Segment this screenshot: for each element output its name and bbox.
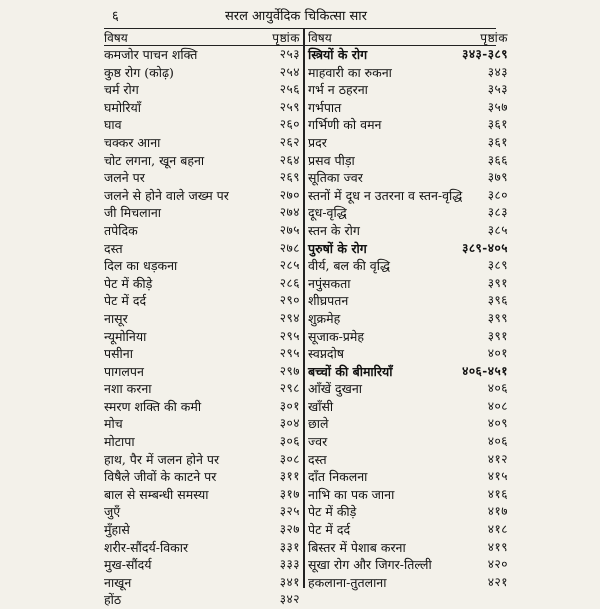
index-entry-row	[308, 521, 508, 539]
entry-topic: प्रदर	[308, 134, 327, 150]
index-entry-row	[104, 591, 300, 609]
entry-page-number: ३०८	[279, 451, 300, 466]
entry-topic: जी मिचलाना	[104, 205, 162, 221]
entry-topic: खाँसी	[308, 398, 334, 414]
index-entry-row	[308, 380, 508, 398]
entry-topic: शुक्रमेह	[308, 310, 341, 326]
entry-topic: गर्भपात	[308, 99, 342, 115]
entry-page-number: ३०४	[279, 416, 300, 431]
entry-topic: जलने पर	[104, 170, 145, 186]
entry-page-number: ४१७	[487, 504, 508, 519]
index-entry-row	[104, 169, 300, 187]
entry-page-number: २९५	[279, 328, 300, 343]
index-entry-row	[104, 222, 300, 240]
index-entry-row	[308, 134, 508, 152]
entry-page-number: ३९१	[487, 328, 508, 343]
index-entry-row	[104, 204, 300, 222]
index-entry-row	[308, 152, 508, 170]
entry-page-number: २७५	[279, 222, 300, 237]
entry-page-number: ३९६	[487, 293, 508, 308]
entry-page-number: ४१६	[487, 486, 508, 501]
entry-page-number: २९०	[279, 293, 300, 308]
entry-page-number: ४०१	[487, 346, 508, 361]
index-entry-row	[104, 152, 300, 170]
index-entry-row	[104, 451, 300, 469]
page-header	[0, 4, 600, 26]
entry-topic: न्यूमोनिया	[104, 328, 147, 344]
entry-page-number: २७८	[279, 240, 300, 255]
index-entry-row	[104, 116, 300, 134]
index-entry-row	[308, 257, 508, 275]
index-entry-row	[104, 503, 300, 521]
index-entry-row	[104, 99, 300, 117]
entry-topic: स्वप्नदोष	[308, 346, 345, 362]
entry-topic: मोटापा	[104, 434, 135, 450]
entry-page-number: ३८९	[487, 258, 508, 273]
index-entry-row	[308, 451, 508, 469]
right-column	[308, 30, 508, 591]
index-entry-row	[104, 574, 300, 592]
entry-topic: दाँत निकलना	[308, 469, 368, 485]
index-entry-row	[308, 187, 508, 205]
index-entry-row	[308, 222, 508, 240]
entry-page-number: २९५	[279, 346, 300, 361]
entry-page-number: २७०	[279, 187, 300, 202]
index-entry-row	[308, 486, 508, 504]
entry-topic: स्त्रियों के रोग	[308, 47, 368, 62]
right-index-list	[308, 46, 508, 591]
entry-page-number: ३१७	[279, 486, 300, 501]
index-entry-row	[308, 99, 508, 117]
index-entry-row	[308, 328, 508, 346]
entry-page-number: २६९	[279, 170, 300, 185]
entry-topic: बिस्तर में पेशाब करना	[308, 539, 406, 555]
entry-topic: चक्कर आना	[104, 134, 161, 150]
index-entry-row	[104, 275, 300, 293]
index-entry-row	[308, 81, 508, 99]
index-entry-row	[104, 187, 300, 205]
entry-page-number: ३३३	[279, 557, 300, 572]
column-divider	[303, 28, 305, 588]
entry-topic: गर्भ न ठहरना	[308, 82, 368, 98]
entry-topic: जुएँ	[104, 504, 121, 520]
entry-topic: दस्त	[308, 451, 327, 467]
index-entry-row	[308, 468, 508, 486]
index-entry-row	[308, 556, 508, 574]
entry-page-number: ४०६-४५१	[462, 363, 508, 378]
entry-page-number: ३६१	[487, 134, 508, 149]
entry-page-number: २६४	[279, 152, 300, 167]
index-entry-row	[308, 398, 508, 416]
left-index-list	[104, 46, 300, 609]
entry-topic: सूखा रोग और जिगर-तिल्ली	[308, 557, 432, 573]
index-entry-row	[308, 64, 508, 82]
top-rule	[104, 28, 496, 29]
entry-page-number: २९४	[279, 310, 300, 325]
entry-page-number: २८६	[279, 275, 300, 290]
index-entry-row	[308, 433, 508, 451]
index-entry-row	[308, 116, 508, 134]
entry-topic: सूतिका ज्वर	[308, 170, 363, 186]
entry-topic: घाव	[104, 117, 122, 133]
entry-topic: पेट में दर्द	[308, 522, 351, 538]
right-column-heading	[308, 30, 508, 46]
entry-topic: नशा करना	[104, 381, 152, 397]
entry-topic: स्तनों में दूध न उतरना व स्तन-वृद्धि	[308, 187, 463, 203]
entry-topic: नाभि का पक जाना	[308, 486, 395, 502]
entry-page-number: ३६६	[487, 152, 508, 167]
index-entry-row	[308, 292, 508, 310]
page-heading: पृष्ठांक	[480, 31, 508, 45]
entry-topic: पेट में दर्द	[104, 293, 147, 309]
entry-page-number: ३५३	[487, 82, 508, 97]
index-entry-row	[104, 257, 300, 275]
entry-page-number: ४१८	[487, 522, 508, 537]
index-entry-row	[308, 415, 508, 433]
entry-page-number: ३७९	[487, 170, 508, 185]
entry-page-number: ४०६	[487, 381, 508, 396]
index-entry-row	[104, 398, 300, 416]
index-entry-row	[104, 46, 300, 64]
index-entry-row	[104, 345, 300, 363]
index-entry-row	[104, 433, 300, 451]
entry-page-number: २९७	[279, 363, 300, 378]
entry-topic: प्रसव पीड़ा	[308, 152, 355, 168]
entry-topic: कुष्ठ रोग (कोढ़)	[104, 64, 174, 80]
index-entry-row	[308, 204, 508, 222]
entry-topic: मुख-सौंदर्य	[104, 557, 152, 573]
entry-page-number: ३४३-३८९	[462, 47, 508, 61]
entry-topic: नाखून	[104, 574, 132, 590]
entry-topic: गर्भिणी को वमन	[308, 117, 382, 133]
entry-page-number: ३४२	[279, 592, 300, 607]
entry-topic: दस्त	[104, 240, 123, 256]
entry-topic: पसीना	[104, 346, 133, 362]
entry-page-number: ३५७	[487, 99, 508, 114]
entry-topic: तपेदिक	[104, 222, 138, 238]
entry-topic: ज्वर	[308, 434, 328, 450]
entry-topic: माहवारी का रुकना	[308, 64, 392, 80]
index-entry-row	[104, 380, 300, 398]
entry-page-number: २६२	[279, 134, 300, 149]
entry-page-number: २५६	[279, 82, 300, 97]
entry-page-number: २५३	[279, 47, 300, 61]
book-title: सरल आयुर्वेदिक चिकित्सा सार	[225, 9, 367, 24]
entry-page-number: ३०६	[279, 434, 300, 449]
index-entry-row	[104, 292, 300, 310]
entry-page-number: २९८	[279, 381, 300, 396]
entry-page-number: ३२७	[279, 522, 300, 537]
section-heading-row	[308, 46, 508, 64]
entry-page-number: २७४	[279, 205, 300, 220]
entry-page-number: ४०८	[487, 398, 508, 413]
index-entry-row	[308, 275, 508, 293]
entry-page-number: ४१२	[487, 451, 508, 466]
entry-topic: नासूर	[104, 310, 128, 326]
entry-page-number: ३११	[279, 469, 300, 484]
entry-topic: मुँहासे	[104, 522, 130, 538]
entry-page-number: ४०६	[487, 434, 508, 449]
entry-topic: दूध-वृद्धि	[308, 205, 347, 221]
entry-topic: होंठ	[104, 592, 122, 608]
entry-topic: पेट में कीड़े	[308, 504, 357, 520]
entry-topic: शीघ्रपतन	[308, 293, 349, 309]
entry-page-number: २६०	[279, 117, 300, 132]
entry-page-number: ३३१	[279, 539, 300, 554]
entry-page-number: ३४१	[279, 574, 300, 589]
entry-topic: शरीर-सौंदर्य-विकार	[104, 539, 189, 555]
entry-page-number: ३९९	[487, 310, 508, 325]
entry-page-number: ४२०	[487, 557, 508, 572]
index-entry-row	[308, 345, 508, 363]
index-entry-row	[104, 328, 300, 346]
entry-page-number: ३८३	[487, 205, 508, 220]
section-heading-row	[308, 363, 508, 381]
page-number: ६	[112, 9, 119, 24]
index-entry-row	[308, 503, 508, 521]
topic-heading: विषय	[104, 31, 128, 45]
entry-topic: सूजाक-प्रमेह	[308, 328, 365, 344]
entry-topic: स्मरण शक्ति की कमी	[104, 398, 202, 414]
index-entry-row	[104, 363, 300, 381]
section-heading-row	[308, 240, 508, 258]
left-column-heading	[104, 30, 300, 46]
index-entry-row	[104, 486, 300, 504]
entry-page-number: ३०१	[279, 398, 300, 413]
entry-topic: पेट में कीड़े	[104, 275, 153, 291]
entry-page-number: ४१९	[487, 539, 508, 554]
index-entry-row	[104, 310, 300, 328]
entry-topic: दिल का धड़कना	[104, 258, 178, 274]
entry-page-number: ३८९-४०५	[462, 240, 508, 255]
entry-page-number: ३८५	[487, 222, 508, 237]
index-entry-row	[104, 415, 300, 433]
entry-page-number: २८५	[279, 258, 300, 273]
left-column	[104, 30, 300, 609]
entry-page-number: ४०९	[487, 416, 508, 431]
entry-topic: नपुंसकता	[308, 275, 351, 291]
entry-topic: चर्म रोग	[104, 82, 139, 98]
entry-topic: पुरुषों के रोग	[308, 240, 367, 256]
entry-topic: चोट लगना, खून बहना	[104, 152, 205, 168]
entry-page-number: ३४३	[487, 64, 508, 79]
index-entry-row	[308, 169, 508, 187]
entry-topic: मोच	[104, 416, 123, 432]
entry-topic: घमोरियाँ	[104, 99, 141, 115]
index-entry-row	[104, 521, 300, 539]
entry-page-number: ३८०	[487, 187, 508, 202]
index-entry-row	[104, 539, 300, 557]
entry-topic: बाल से सम्बन्धी समस्या	[104, 486, 209, 502]
entry-topic: कमजोर पाचन शक्ति	[104, 47, 198, 62]
entry-page-number: २५९	[279, 99, 300, 114]
entry-topic: छाले	[308, 416, 329, 432]
index-entry-row	[308, 574, 508, 592]
index-entry-row	[308, 310, 508, 328]
index-entry-row	[104, 64, 300, 82]
entry-page-number: ४१५	[487, 469, 508, 484]
index-entry-row	[104, 468, 300, 486]
entry-page-number: ४२१	[487, 574, 508, 589]
entry-topic: हाथ, पैर में जलन होने पर	[104, 451, 220, 467]
index-entry-row	[104, 81, 300, 99]
entry-topic: बच्चों की बीमारियाँ	[308, 363, 393, 379]
entry-topic: विषैले जीवों के काटने पर	[104, 469, 217, 485]
entry-topic: हकलाना-तुतलाना	[308, 574, 387, 590]
entry-topic: स्तन के रोग	[308, 222, 360, 238]
entry-topic: जलने से होने वाले जख्म पर	[104, 187, 229, 203]
entry-page-number: ३२५	[279, 504, 300, 519]
entry-topic: आँखें दुखना	[308, 381, 363, 397]
entry-page-number: २५४	[279, 64, 300, 79]
topic-heading: विषय	[308, 31, 332, 45]
entry-topic: वीर्य, बल की वृद्धि	[308, 258, 390, 274]
index-entry-row	[308, 539, 508, 557]
entry-page-number: ३९१	[487, 275, 508, 290]
entry-topic: पागलपन	[104, 363, 144, 379]
index-entry-row	[104, 134, 300, 152]
index-entry-row	[104, 556, 300, 574]
entry-page-number: ३६१	[487, 117, 508, 132]
index-entry-row	[104, 240, 300, 258]
page-heading: पृष्ठांक	[272, 31, 300, 45]
